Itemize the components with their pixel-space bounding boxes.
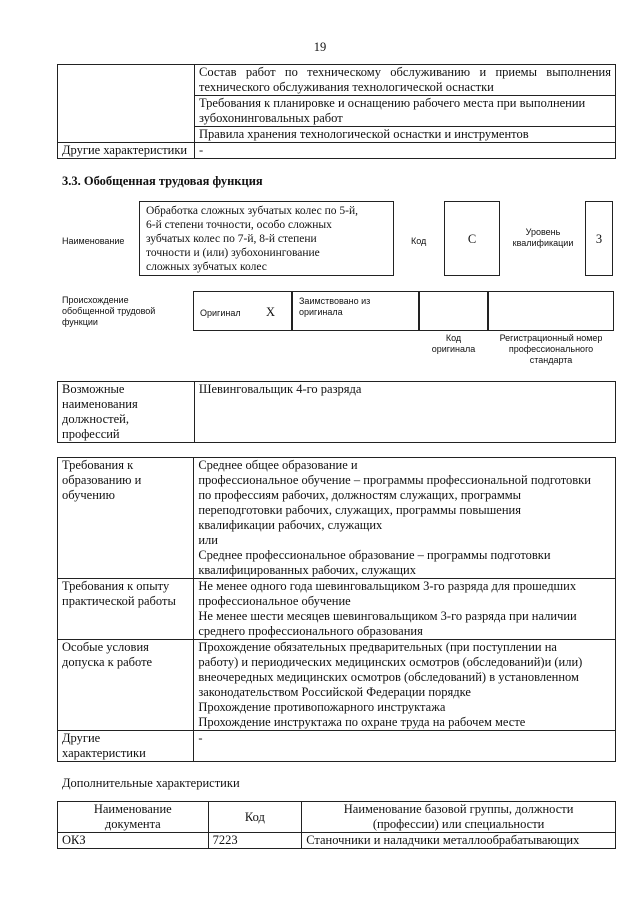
original-cell xyxy=(193,291,292,331)
function-name-line: сложных зубчатых колес xyxy=(146,261,267,273)
positions-table xyxy=(57,381,616,443)
experience-line: профессиональное обучение xyxy=(198,594,351,608)
education-label-line: Требования к xyxy=(62,458,134,472)
function-name-line: 6-й степени точности, особо сложных xyxy=(146,219,332,231)
level-label-line: квалификации xyxy=(512,238,574,248)
function-name-box xyxy=(139,201,394,276)
other-label-line: характеристики xyxy=(62,746,146,760)
positions-label-line: Возможные xyxy=(62,382,125,396)
positions-label-line: профессий xyxy=(62,427,120,441)
code-value: C xyxy=(444,201,500,276)
registration-number-cell xyxy=(488,291,614,331)
top-table-row: Требования к планировке и оснащению рабочего места при выполнении зубохонинговальных работ xyxy=(194,96,615,127)
origin-label-line: Происхождение xyxy=(62,295,129,305)
requirements-table xyxy=(57,457,616,762)
education-label-line: обучению xyxy=(62,488,115,502)
education-line: переподготовки рабочих, служащих, программы повышения xyxy=(198,503,521,517)
admission-line: законодательством Российской Федерации порядке xyxy=(198,685,471,699)
admission-line: работу) и периодических медицинских осмотров (обследований)и (или) xyxy=(198,655,583,669)
education-line: квалифицированных рабочих, служащих xyxy=(198,563,416,577)
positions-value: Шевинговальщик 4-го разряда xyxy=(194,382,615,443)
borrowed-label-line: оригинала xyxy=(299,307,343,317)
header-line: (профессии) или специальности xyxy=(372,817,545,831)
experience-line: среднего профессионального образования xyxy=(198,624,423,638)
caption-line: оригинала xyxy=(431,344,476,354)
function-name-line: Обработка сложных зубчатых колес по 5-й, xyxy=(146,205,359,217)
borrowed-label-line: Заимствовано из xyxy=(299,296,371,306)
caption-line: Регистрационный номер xyxy=(499,333,603,343)
code-label: Код xyxy=(411,236,427,246)
original-code-cell xyxy=(419,291,488,331)
education-value xyxy=(194,458,616,579)
education-label xyxy=(58,458,194,579)
origin-label-line: обобщенной трудовой xyxy=(62,306,156,316)
admission-line: Прохождение обязательных предварительных (при поступлении на xyxy=(198,640,557,654)
education-line: по профессиям рабочих, должностям служащих, программы xyxy=(198,488,522,502)
education-line: квалификации рабочих, служащих xyxy=(198,518,383,532)
admission-label xyxy=(58,640,194,731)
name-label: Наименование xyxy=(62,236,125,246)
top-table xyxy=(57,64,616,159)
education-line: Среднее профессиональное образование – программы подготовки xyxy=(198,548,551,562)
admission-value xyxy=(194,640,616,731)
original-label: Оригинал xyxy=(200,308,241,318)
header-line: Наименование базовой группы, должности xyxy=(343,802,574,816)
row-code: 7223 xyxy=(208,833,302,849)
row-group: Станочники и наладчики металлообрабатывающих xyxy=(302,833,616,849)
top-table-row: Состав работ по техническому обслуживанию и приемы выполнения технического обслуживания технологической оснастки xyxy=(194,65,615,96)
additional-title: Дополнительные характеристики xyxy=(62,776,240,790)
education-label-line: образованию и xyxy=(62,473,142,487)
registration-number-caption xyxy=(488,333,614,366)
experience-label xyxy=(58,579,194,640)
positions-label-line: должностей, xyxy=(62,412,129,426)
positions-label xyxy=(58,382,195,443)
admission-label-line: Особые условия xyxy=(62,640,149,654)
top-table-empty-cell xyxy=(58,65,195,143)
experience-value xyxy=(194,579,616,640)
top-table-row: Правила хранения технологической оснастки и инструментов xyxy=(194,127,615,143)
original-mark: X xyxy=(266,305,276,319)
qualification-level-label xyxy=(505,227,581,249)
qualification-level-value: 3 xyxy=(585,201,613,276)
section-title: 3.3. Обобщенная трудовая функция xyxy=(62,174,263,188)
caption-line: профессионального xyxy=(508,344,594,354)
caption-line: Код xyxy=(445,333,462,343)
positions-label-line: наименования xyxy=(62,397,138,411)
page-number: 19 xyxy=(313,40,327,54)
function-name-line: зубчатых колес по 7-й, 8-й степени xyxy=(146,233,317,245)
row-document: ОКЗ xyxy=(58,833,209,849)
borrowed-cell xyxy=(292,291,419,331)
other-characteristics-label: Другие характеристики xyxy=(58,143,195,159)
header-line: документа xyxy=(104,817,161,831)
experience-line: Не менее одного года шевинговальщиком 3-го разряда для прошедших xyxy=(198,579,577,593)
origin-label-line: функции xyxy=(62,317,98,327)
admission-line: Прохождение инструктажа по охране труда на рабочем месте xyxy=(198,715,526,729)
other-label xyxy=(58,731,194,762)
experience-label-line: практической работы xyxy=(62,594,176,608)
experience-label-line: Требования к опыту xyxy=(62,579,170,593)
header-code: Код xyxy=(208,802,302,833)
origin-label xyxy=(62,295,155,328)
other-label-line: Другие xyxy=(62,731,101,745)
header-group xyxy=(302,802,616,833)
other-value: - xyxy=(194,731,616,762)
admission-line: Прохождение противопожарного инструктажа xyxy=(198,700,446,714)
header-document xyxy=(58,802,209,833)
other-characteristics-value: - xyxy=(194,143,615,159)
admission-label-line: допуска к работе xyxy=(62,655,153,669)
caption-line: стандарта xyxy=(529,355,573,365)
level-label-line: Уровень xyxy=(525,227,561,237)
header-line: Наименование xyxy=(93,802,172,816)
additional-table xyxy=(57,801,616,849)
education-line: или xyxy=(198,533,218,547)
education-line: профессиональное обучение – программы профессиональной подготовки xyxy=(198,473,591,487)
admission-line: внеочередных медицинских осмотров (обследований) в установленном xyxy=(198,670,579,684)
experience-line: Не менее шести месяцев шевинговальщиком 3-го разряда при наличии xyxy=(198,609,577,623)
education-line: Среднее общее образование и xyxy=(198,458,358,472)
function-name-line: точности и (или) зубохонингование xyxy=(146,247,320,259)
original-code-caption xyxy=(419,333,488,355)
